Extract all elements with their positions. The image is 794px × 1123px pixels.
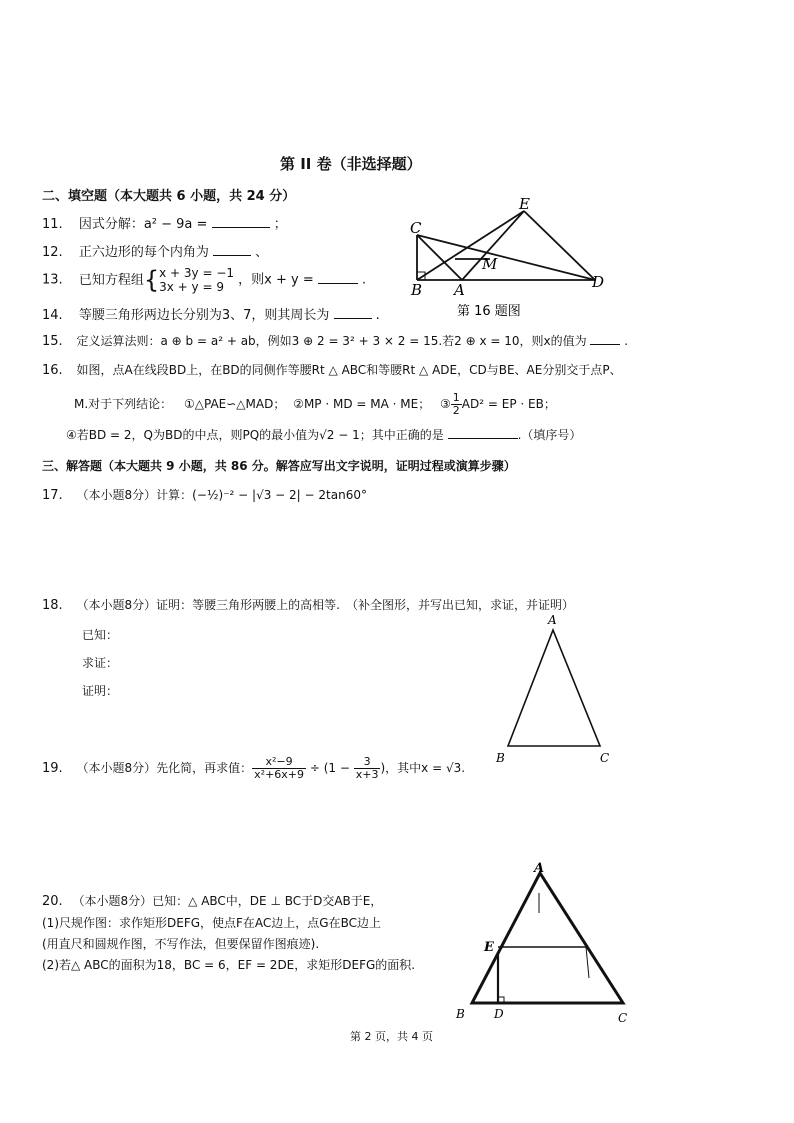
q16-number: 16. xyxy=(42,363,63,378)
q16-conclusion-2-mark: ② xyxy=(293,397,304,411)
q19-number: 19. xyxy=(42,761,63,776)
question-15 xyxy=(42,332,628,349)
q20-text-line4: (2)若△ ABC的面积为18，BC = 6，EF = 2DE，求矩形DEFG的面积. xyxy=(42,958,416,972)
q12-number: 12. xyxy=(42,245,63,260)
q17-text: （本小题8分）计算：(−½)⁻² − |√3 − 2| − 2tan60° xyxy=(76,488,367,502)
q12-tail: 、 xyxy=(255,245,269,260)
q20-text-line2: (1)尺规作图：求作矩形DEFG，使点F在AC边上，点G在BC边上 xyxy=(42,916,382,930)
q18-text: （本小题8分）证明：等腰三角形两腰上的高相等. （补全图形，并写出已知，求证，并证明） xyxy=(76,598,574,612)
q14-answer-blank[interactable] xyxy=(334,306,372,319)
fig20-label-a: A xyxy=(534,861,545,876)
q13-tail: . xyxy=(362,272,367,288)
q20-number: 20. xyxy=(42,894,63,909)
q13-answer-blank[interactable] xyxy=(318,271,358,284)
fig16-label-b: B xyxy=(411,281,423,299)
q19-suffix: )，其中x = √3. xyxy=(380,761,466,775)
q16-conclusion-4-mark: ④ xyxy=(66,428,77,442)
q13-eq2: 3x + y = 9 xyxy=(159,280,224,294)
q18-proof-label: 证明： xyxy=(82,684,119,698)
fig16-label-c: C xyxy=(410,219,422,237)
q16-conclusion-3-mark: ③ xyxy=(440,397,451,411)
q15-answer-blank[interactable] xyxy=(590,332,620,345)
q17-number: 17. xyxy=(42,488,63,503)
figure-16 xyxy=(405,195,620,320)
question-20-line1 xyxy=(42,892,382,909)
q13-prefix: 已知方程组 xyxy=(78,272,144,288)
q19-prefix: （本小题8分）先化简，再求值： xyxy=(76,761,253,775)
q14-text: 等腰三角形两边长分别为3、7，则其周长为 xyxy=(78,308,330,323)
fig18-triangle xyxy=(508,630,600,746)
q11-text: 因式分解：a² − 9a = xyxy=(78,217,208,232)
question-17 xyxy=(42,486,367,503)
section-3-heading: 三、解答题（本大题共 9 小题，共 86 分。解答应写出文字说明，证明过程或演算步骤） xyxy=(42,459,516,473)
q18-prove-label: 求证： xyxy=(82,656,119,670)
fig16-label-a: A xyxy=(454,281,465,299)
q16-conclusion-3: AD² = EP · EB； xyxy=(461,397,556,411)
page-title: 第 II 卷（非选择题） xyxy=(280,155,422,173)
fig20-label-e: E xyxy=(484,940,494,955)
fig20-triangle-abc xyxy=(472,873,623,1003)
q19-f1-den: x²+6x+9 xyxy=(254,768,305,781)
q18-number: 18. xyxy=(42,598,63,613)
q12-text: 正六边形的每个内角为 xyxy=(78,245,209,260)
q16-fraction-half xyxy=(451,392,462,417)
q16-answer-blank[interactable] xyxy=(448,426,518,439)
fig18-label-b: B xyxy=(496,751,505,765)
q16-conclusion-4: 若BD = 2，Q为BD的中点，则PQ的最小值为√2 − 1；其中正确的是 xyxy=(76,428,444,442)
q14-tail: . xyxy=(375,308,380,323)
q19-mid: ÷ (1 − xyxy=(309,761,350,775)
fig16-label-e: E xyxy=(519,195,530,213)
section-2-heading: 二、填空题（本大题共 6 小题，共 24 分） xyxy=(42,189,296,204)
q20-text-line3: (用直尺和圆规作图，不写作法，但要保留作图痕迹). xyxy=(42,937,320,951)
q18-known-label: 已知： xyxy=(82,628,119,642)
q11-answer-blank[interactable] xyxy=(212,215,270,228)
q16-text-line1: 如图，点A在线段BD上，在BD的同侧作等腰Rt △ ABC和等腰Rt △ ADE，CD与BE、AE分别交于点P、 xyxy=(76,363,622,377)
q19-f2-den: x+3 xyxy=(355,768,379,781)
fig16-label-d: D xyxy=(592,273,605,291)
fig20-label-d: D xyxy=(494,1007,504,1021)
q13-number: 13. xyxy=(42,272,63,288)
question-12 xyxy=(42,241,268,260)
q16-line2-prefix: M.对于下列结论： xyxy=(74,397,173,411)
q16-conclusion-1: △PAE∽△MAD； xyxy=(194,397,286,411)
q12-answer-blank[interactable] xyxy=(213,243,251,256)
question-14 xyxy=(42,304,380,323)
fig16-caption: 第 16 题图 xyxy=(457,304,521,319)
q16-frac-num: 1 xyxy=(452,391,460,404)
question-11 xyxy=(42,213,287,232)
question-16-line3 xyxy=(66,426,581,443)
q15-tail: . xyxy=(624,334,629,348)
fig18-label-c: C xyxy=(600,751,610,765)
q13-system xyxy=(159,266,234,294)
q19-fraction-1 xyxy=(252,756,306,781)
q19-fraction-2 xyxy=(354,756,381,781)
page-footer: 第 2 页，共 4 页 xyxy=(350,1030,433,1043)
q13-eq1: x + 3y = −1 xyxy=(159,266,235,280)
fig18-label-a: A xyxy=(548,613,557,627)
q16-frac-den: 2 xyxy=(452,404,460,417)
q15-text: 定义运算法则：a ⊕ b = a² + ab，例如3 ⊕ 2 = 3² + 3 × 2 = 15.若2 ⊕ x = 10，则x的值为 xyxy=(76,334,587,348)
q13-brace: { xyxy=(143,266,160,294)
q11-tail: ； xyxy=(273,217,287,232)
question-19 xyxy=(42,756,465,781)
question-13 xyxy=(42,266,366,294)
q16-conclusion-2: MP · MD = MA · ME； xyxy=(303,397,431,411)
q16-conclusion-1-mark: ① xyxy=(184,397,195,411)
fig20-label-b: B xyxy=(456,1007,465,1021)
fig16-label-m: M xyxy=(482,255,498,273)
fig16-segment-ed xyxy=(524,211,595,280)
q16-tail: .（填序号） xyxy=(517,428,582,442)
fig16-segment-cd xyxy=(417,235,595,280)
fig16-segment-ca xyxy=(417,235,462,280)
q15-number: 15. xyxy=(42,334,63,349)
q20-text-line1: （本小题8分）已知：△ ABC中，DE ⊥ BC于D交AB于E， xyxy=(72,894,383,908)
figure-18 xyxy=(490,608,620,768)
q13-suffix: ，则x + y = xyxy=(238,272,314,288)
question-16-line1 xyxy=(42,361,622,378)
q19-f1-num: x²−9 xyxy=(252,756,306,769)
q14-number: 14. xyxy=(42,308,63,323)
question-16-line2 xyxy=(74,392,556,417)
q11-number: 11. xyxy=(42,217,63,232)
fig20-label-c: C xyxy=(618,1011,628,1025)
figure-20 xyxy=(450,858,635,1028)
q19-f2-num: 3 xyxy=(354,756,381,769)
